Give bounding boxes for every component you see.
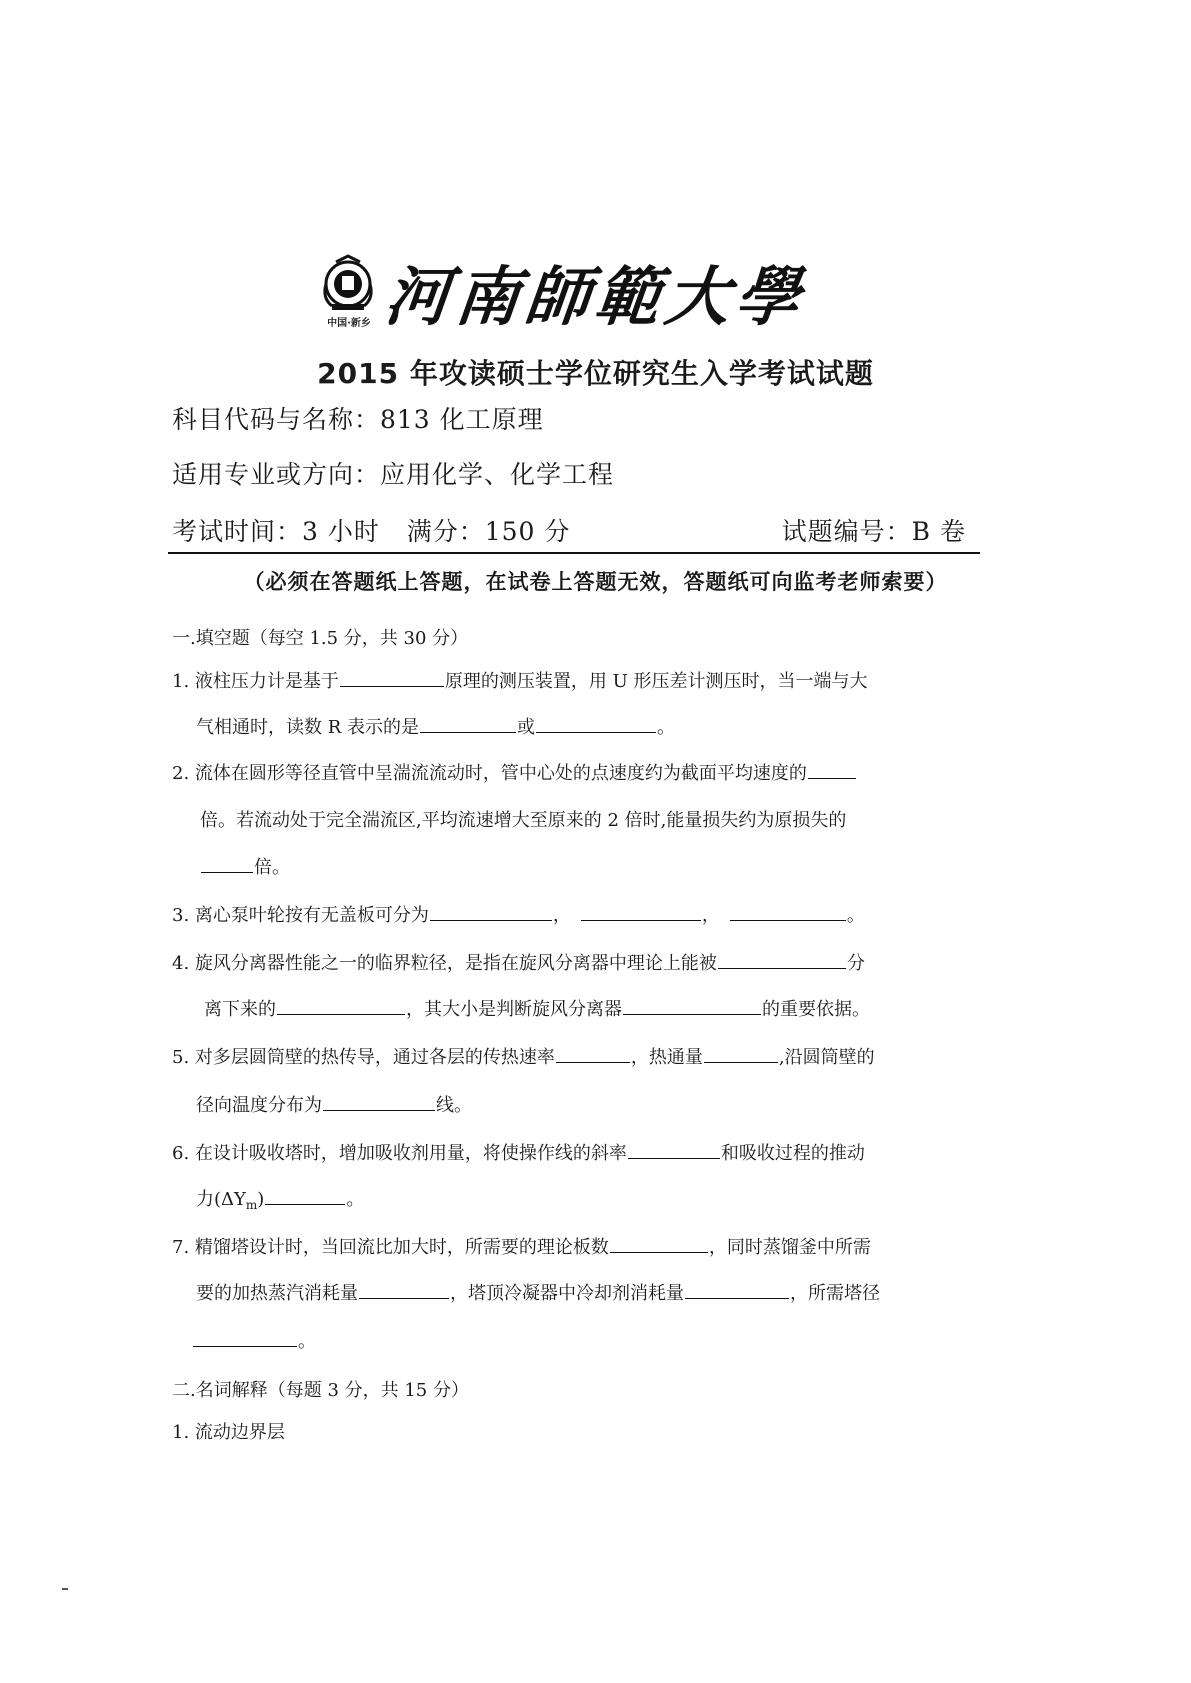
answer-blank <box>704 1046 778 1063</box>
answer-blank <box>628 1142 720 1159</box>
question-7-line-3: 。 <box>192 1330 316 1353</box>
answer-blank <box>730 904 846 921</box>
question-4-line-1: 4. 旋风分离器性能之一的临界粒径，是指在旋风分离器中理论上能被 分 <box>172 953 865 974</box>
section-2-question-1: 1. 流动边界层 <box>172 1422 285 1443</box>
question-5-line-2: 径向温度分布为 线。 <box>196 1095 472 1116</box>
answer-blank <box>718 952 846 969</box>
answer-blank <box>556 1046 630 1063</box>
time-score: 考试时间：3 小时 满分：150 分 <box>172 517 571 546</box>
question-2-line-1: 2. 流体在圆形等径直管中呈湍流流动时，管中心处的点速度约为截面平均速度的 <box>172 762 857 785</box>
answer-blank <box>323 1094 435 1111</box>
answer-blank <box>536 716 656 733</box>
answer-blank <box>201 856 253 873</box>
question-5-line-1: 5. 对多层圆筒壁的热传导，通过各层的传热速率 ，热通量 ,沿圆筒壁的 <box>172 1047 875 1068</box>
answer-blank <box>193 1330 297 1347</box>
subject-line: 科目代码与名称：813 化工原理 <box>172 405 544 434</box>
scan-mark <box>62 1588 68 1590</box>
answer-blank <box>623 998 761 1015</box>
question-2-line-2: 倍。若流动处于完全湍流区,平均流速增大至原来的 2 倍时,能量损失约为原损失的 <box>200 810 847 831</box>
section-1-title: 一.填空题（每空 1.5 分，共 30 分） <box>172 628 469 649</box>
question-3: 3. 离心泵叶轮按有无盖板可分为 ， ， 。 <box>172 905 865 926</box>
answer-blank <box>610 1236 708 1253</box>
paper-code: 试题编号：B 卷 <box>781 517 966 546</box>
question-2-line-3: 倍。 <box>200 856 290 879</box>
header-divider <box>168 552 980 554</box>
answer-blank <box>581 904 701 921</box>
answer-notice: （必须在答题纸上答题，在试卷上答题无效，答题纸可向监考老师索要） <box>243 570 948 594</box>
answer-blank <box>340 670 444 687</box>
answer-blank <box>277 998 405 1015</box>
section-2-title: 二.名词解释（每题 3 分，共 15 分） <box>172 1380 469 1401</box>
answer-blank <box>430 904 552 921</box>
answer-blank <box>265 1188 345 1205</box>
answer-blank <box>685 1282 789 1299</box>
emblem-caption: 中国·新乡 <box>327 318 371 329</box>
exam-title: 2015 年攻读硕士学位研究生入学考试试题 <box>317 357 874 390</box>
question-1-line-1: 1. 液柱压力计是基于 原理的测压装置，用 U 形压差计测压时，当一端与大 <box>172 671 868 692</box>
university-header <box>318 250 838 335</box>
major-line: 适用专业或方向：应用化学、化学工程 <box>172 460 615 489</box>
question-6-line-1: 6. 在设计吸收塔时，增加吸收剂用量，将使操作线的斜率 和吸收过程的推动 <box>172 1143 865 1164</box>
answer-blank <box>808 762 856 779</box>
university-name: 河南師範大學 <box>381 260 810 335</box>
question-7-line-1: 7. 精馏塔设计时，当回流比加大时，所需要的理论板数 ，同时蒸馏釜中所需 <box>172 1237 871 1258</box>
question-6-line-2: 力$(\Delta Y_m)$ 。 <box>196 1189 365 1212</box>
question-1-line-2: 气相通时，读数 R 表示的是 或 。 <box>196 717 675 738</box>
question-7-line-2: 要的加热蒸汽消耗量 ，塔顶冷凝器中冷却剂消耗量 ，所需塔径 <box>196 1283 880 1304</box>
question-4-line-2: 离下来的 ，其大小是判断旋风分离器 的重要依据。 <box>204 999 870 1020</box>
answer-blank <box>359 1282 449 1299</box>
answer-blank <box>420 716 516 733</box>
time-score-line <box>172 512 966 548</box>
